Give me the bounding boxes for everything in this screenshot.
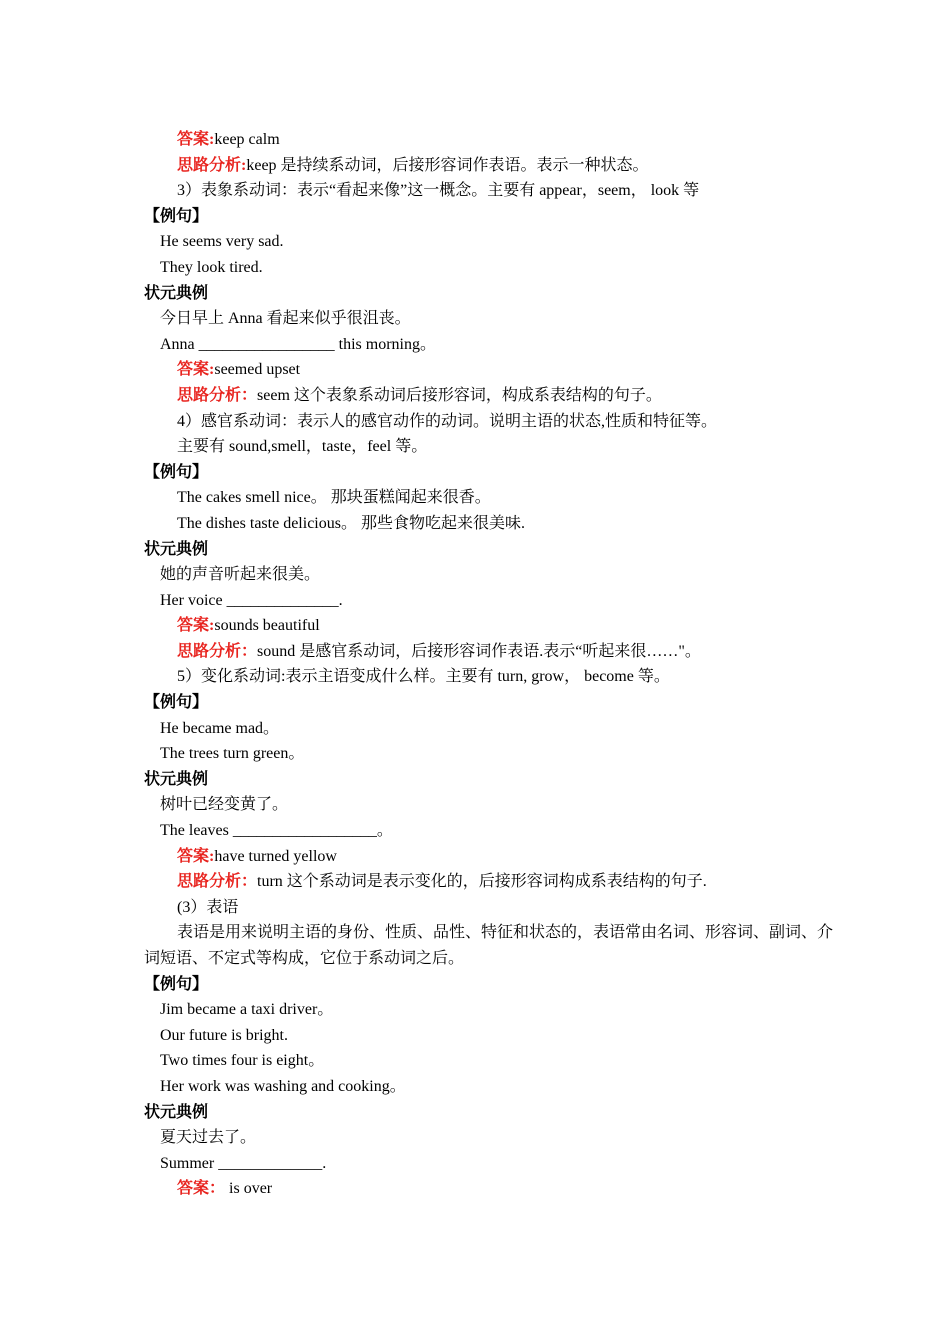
answer-line <box>0 357 950 383</box>
answer-text: have turned yellow <box>214 847 337 865</box>
example-sentence: The cakes smell nice。 那块蛋糕闻起来很香。 <box>177 489 491 507</box>
example-sentence: The dishes taste delicious。 那些食物吃起来很美味. <box>177 514 525 532</box>
example-sentence: They look tired. <box>160 258 263 276</box>
analysis-text: turn 这个系动词是表示变化的，后接形容词构成系表结构的句子. <box>257 873 707 891</box>
section-heading: 4）感官系动词：表示人的感官动作的动词。说明主语的状态,性质和特征等。 <box>177 412 718 430</box>
answer-label: 答案： <box>177 1180 226 1198</box>
example-sentence: Her work was washing and cooking。 <box>160 1077 406 1095</box>
example-heading: 【例句】 <box>144 463 209 481</box>
exercise-blank: Anna _________________ this morning。 <box>160 335 436 353</box>
section-heading: (3）表语 <box>177 898 239 916</box>
answer-line <box>0 613 950 639</box>
example-heading: 【例句】 <box>144 975 209 993</box>
analysis-label: 思路分析： <box>177 642 258 660</box>
answer-label: 答案: <box>177 361 215 379</box>
exercise-prompt: 树叶已经变黄了。 <box>160 796 289 814</box>
exercise-heading: 状元典例 <box>144 1103 209 1121</box>
example-heading: 【例句】 <box>144 207 209 225</box>
analysis-label: 思路分析： <box>177 873 258 891</box>
example-sentence: Two times four is eight。 <box>160 1052 325 1070</box>
analysis-line <box>0 639 950 665</box>
answer-label: 答案: <box>177 847 215 865</box>
exercise-blank: Her voice ______________. <box>160 591 343 609</box>
answer-line <box>0 844 950 870</box>
example-sentence: He seems very sad. <box>160 233 284 251</box>
exercise-heading: 状元典例 <box>144 770 209 788</box>
analysis-label: 思路分析： <box>177 386 258 404</box>
section-paragraph: 表语是用来说明主语的身份、性质、品性、特征和状态的，表语常由名词、形容词、副词、介词短语、不定式等构成，它位于系动词之后。 <box>144 924 834 967</box>
section-heading: 3）表象系动词：表示“看起来像”这一概念。主要有 appear，seem， look 等 <box>177 182 700 200</box>
section-heading: 5）变化系动词:表示主语变成什么样。主要有 turn, grow， become 等。 <box>177 668 670 686</box>
example-sentence: Our future is bright. <box>160 1026 288 1044</box>
example-sentence: Jim became a taxi driver。 <box>160 1001 334 1019</box>
example-sentence: The trees turn green。 <box>160 745 305 763</box>
section-text: 主要有 sound,smell，taste，feel 等。 <box>177 438 428 456</box>
analysis-text: sound 是感官系动词，后接形容词作表语.表示“听起来很……"。 <box>257 642 701 660</box>
exercise-blank: Summer _____________. <box>160 1154 327 1172</box>
exercise-heading: 状元典例 <box>144 540 209 558</box>
answer-line <box>0 1176 950 1202</box>
answer-label: 答案: <box>177 131 215 148</box>
analysis-line <box>0 383 950 409</box>
answer-text: keep calm <box>214 131 280 148</box>
answer-text: sounds beautiful <box>214 617 320 635</box>
answer-text: seemed upset <box>214 361 301 379</box>
exercise-blank: The leaves __________________。 <box>160 822 393 840</box>
analysis-line <box>0 869 950 895</box>
answer-label: 答案: <box>177 617 215 635</box>
answer-text: is over <box>225 1180 273 1198</box>
answer-line <box>0 127 950 153</box>
exercise-prompt: 她的声音听起来很美。 <box>160 566 321 584</box>
example-sentence: He became mad。 <box>160 719 280 737</box>
exercise-prompt: 夏天过去了。 <box>160 1129 257 1147</box>
exercise-heading: 状元典例 <box>144 284 209 302</box>
analysis-label: 思路分析: <box>177 156 247 174</box>
exercise-prompt: 今日早上 Anna 看起来似乎很沮丧。 <box>160 310 411 328</box>
document-page <box>0 127 950 1202</box>
analysis-text: keep 是持续系动词，后接形容词作表语。表示一种状态。 <box>246 156 649 174</box>
analysis-text: seem 这个表象系动词后接形容词，构成系表结构的句子。 <box>257 386 662 404</box>
example-heading: 【例句】 <box>144 694 209 712</box>
analysis-line <box>0 153 950 179</box>
